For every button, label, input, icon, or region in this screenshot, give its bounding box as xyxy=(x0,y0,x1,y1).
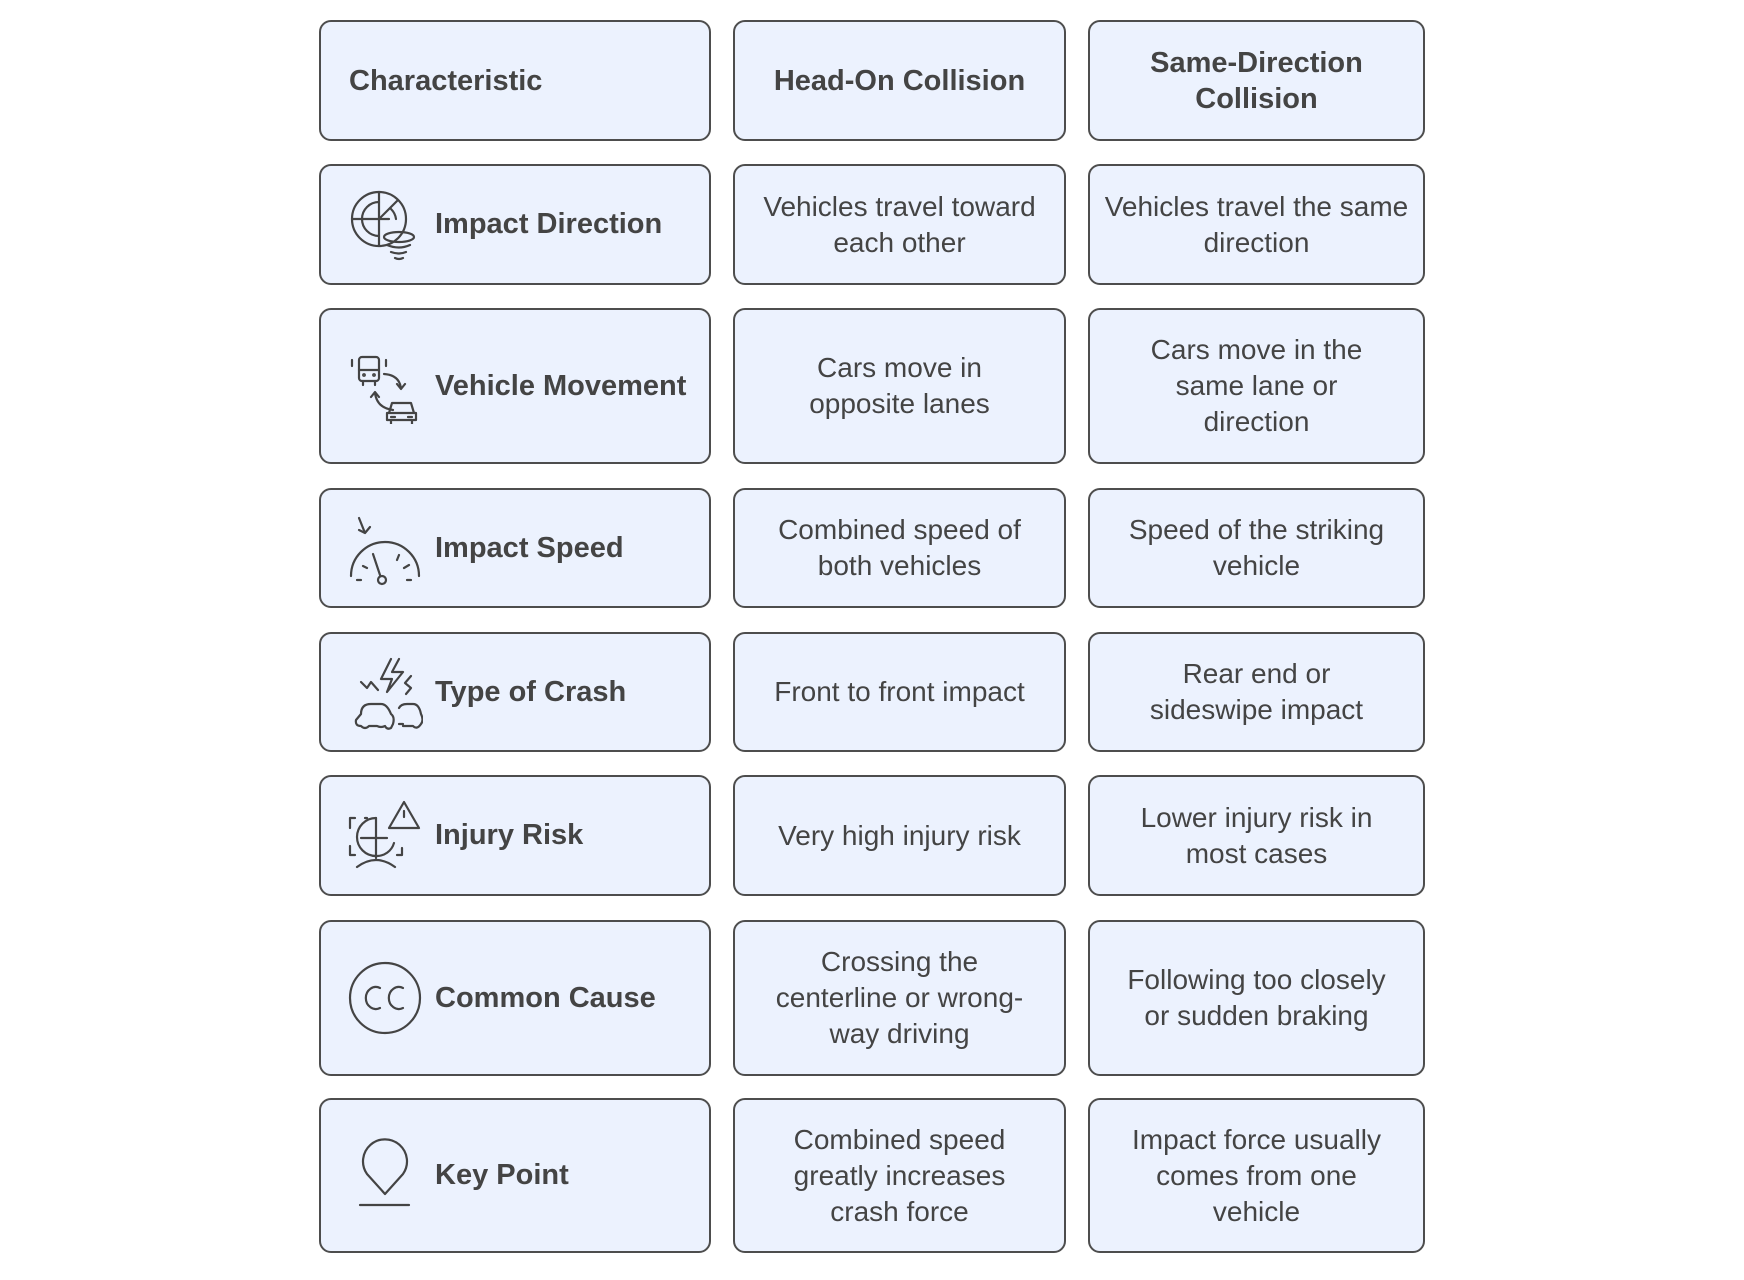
row-injury-risk-head-on xyxy=(733,775,1066,896)
header-head-on-label: Head-On Collision xyxy=(773,64,1026,97)
row-common-cause-label-cell xyxy=(319,920,711,1076)
cell-text: Very high injury risk xyxy=(778,819,1021,851)
row-impact-direction-label-cell xyxy=(319,164,711,285)
row-impact-direction-head-on xyxy=(733,164,1066,285)
row-type-of-crash-same-direction xyxy=(1088,632,1425,752)
header-same-direction xyxy=(1088,20,1425,141)
injury-warning-icon xyxy=(347,798,423,874)
cell-text: Crossing the centerline or wrong-way driving xyxy=(775,946,1024,1049)
row-vehicle-movement-label-cell xyxy=(319,308,711,464)
row-label: Injury Risk xyxy=(435,819,584,851)
row-key-point-head-on xyxy=(733,1098,1066,1253)
header-characteristic xyxy=(319,20,711,141)
speedometer-icon xyxy=(347,510,423,586)
row-type-of-crash-label-cell xyxy=(319,632,711,752)
row-type-of-crash-head-on xyxy=(733,632,1066,752)
header-characteristic-label: Characteristic xyxy=(349,64,543,97)
row-label: Impact Direction xyxy=(435,208,663,240)
cell-text: Cars move in opposite lanes xyxy=(809,352,990,419)
cell-text: Impact force usually comes from one vehicle xyxy=(1132,1123,1381,1227)
cell-text: Combined speed greatly increases crash force xyxy=(793,1123,1006,1227)
cell-text: Combined speed of both vehicles xyxy=(778,514,1021,581)
cell-text: Lower injury risk in most cases xyxy=(1140,801,1373,869)
row-impact-speed-label-cell xyxy=(319,488,711,608)
row-key-point-same-direction xyxy=(1088,1098,1425,1253)
radar-tornado-icon xyxy=(347,187,423,263)
row-label: Key Point xyxy=(435,1159,569,1191)
map-pin-icon xyxy=(347,1138,423,1214)
row-impact-speed-head-on xyxy=(733,488,1066,608)
row-injury-risk-same-direction xyxy=(1088,775,1425,896)
cc-circle-icon xyxy=(347,960,423,1036)
header-head-on xyxy=(733,20,1066,141)
row-label: Type of Crash xyxy=(435,675,627,708)
row-label: Vehicle Movement xyxy=(435,369,687,402)
cell-text: Vehicles travel the same direction xyxy=(1104,190,1409,258)
row-vehicle-movement-head-on xyxy=(733,308,1066,464)
row-common-cause-same-direction xyxy=(1088,920,1425,1076)
row-vehicle-movement-same-direction xyxy=(1088,308,1425,464)
cell-text: Following too closely or sudden braking xyxy=(1127,964,1386,1031)
cell-text: Rear end or sideswipe impact xyxy=(1149,658,1364,725)
row-common-cause-head-on xyxy=(733,920,1066,1076)
row-label: Impact Speed xyxy=(435,531,624,564)
row-impact-direction-same-direction xyxy=(1088,164,1425,285)
row-injury-risk-label-cell xyxy=(319,775,711,896)
row-label: Common Cause xyxy=(435,981,656,1014)
cell-text: Front to front impact xyxy=(774,676,1025,707)
row-impact-speed-same-direction xyxy=(1088,488,1425,608)
car-crash-lightning-icon xyxy=(347,654,423,730)
row-key-point-label-cell xyxy=(319,1098,711,1253)
bus-car-exchange-icon xyxy=(347,348,423,424)
cell-text: Vehicles travel toward each other xyxy=(763,190,1036,258)
cell-text: Cars move in the same lane or direction xyxy=(1150,334,1363,437)
header-same-direction-label: Same-Direction Collision xyxy=(1150,46,1363,115)
cell-text: Speed of the striking vehicle xyxy=(1128,514,1385,581)
